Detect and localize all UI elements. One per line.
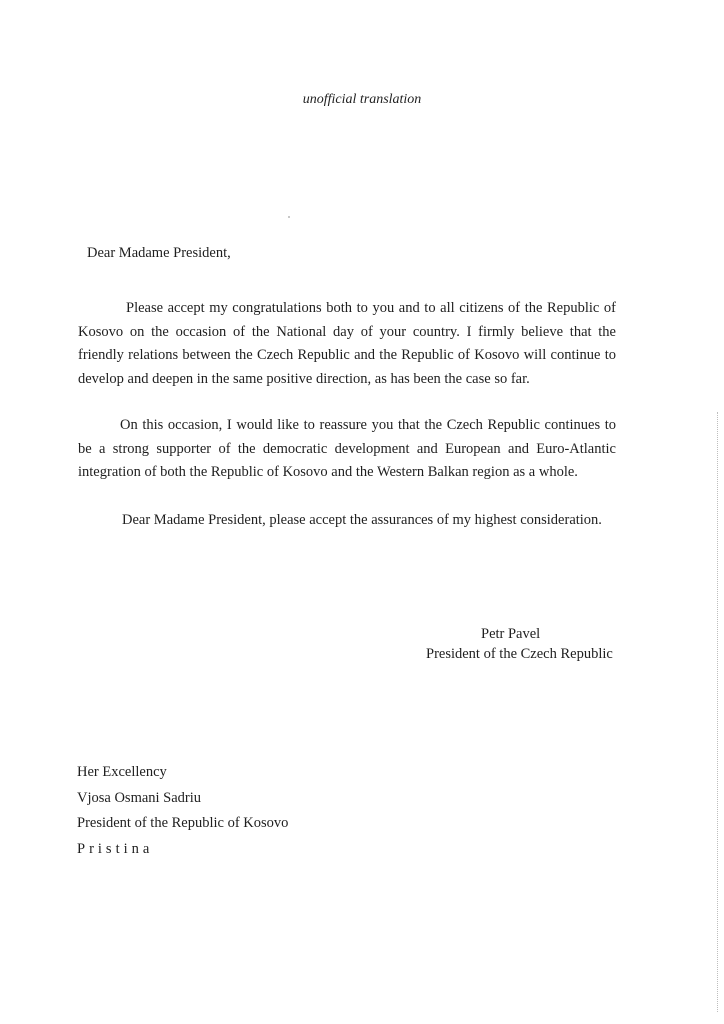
salutation: Dear Madame President, bbox=[87, 245, 231, 261]
recipient-address bbox=[77, 760, 288, 862]
body-paragraph-1: Please accept my congratulations both to you and to all citizens of the Republic of Kosovo on the occasion of the National day of your country. I firmly believe that the friendly relations between the Czech Republic and the Republic of Kosovo will continue to develop and deepen in the same positive direction, as has been the case so far. bbox=[78, 300, 616, 387]
body-paragraph-2: On this occasion, I would like to reassure you that the Czech Republic continues to be a strong supporter of the democratic development and European and Euro-Atlantic integration of both the Republic of Kosovo and the Western Balkan region as a whole. bbox=[78, 417, 616, 480]
recipient-title: President of the Republic of Kosovo bbox=[77, 815, 289, 831]
header-note: unofficial translation bbox=[302, 92, 422, 107]
closing-line: Dear Madame President, please accept the assurances of my highest consideration. bbox=[122, 512, 602, 528]
scan-edge-mark bbox=[716, 412, 718, 1012]
signature-block bbox=[426, 624, 613, 664]
recipient-honorific: Her Excellency bbox=[77, 764, 167, 780]
recipient-name: Vjosa Osmani Sadriu bbox=[77, 789, 202, 806]
signer-name: Petr Pavel bbox=[481, 626, 541, 642]
signer-title: President of the Czech Republic bbox=[426, 646, 613, 662]
recipient-city: Pristina bbox=[77, 840, 154, 857]
scan-speck bbox=[288, 216, 290, 218]
